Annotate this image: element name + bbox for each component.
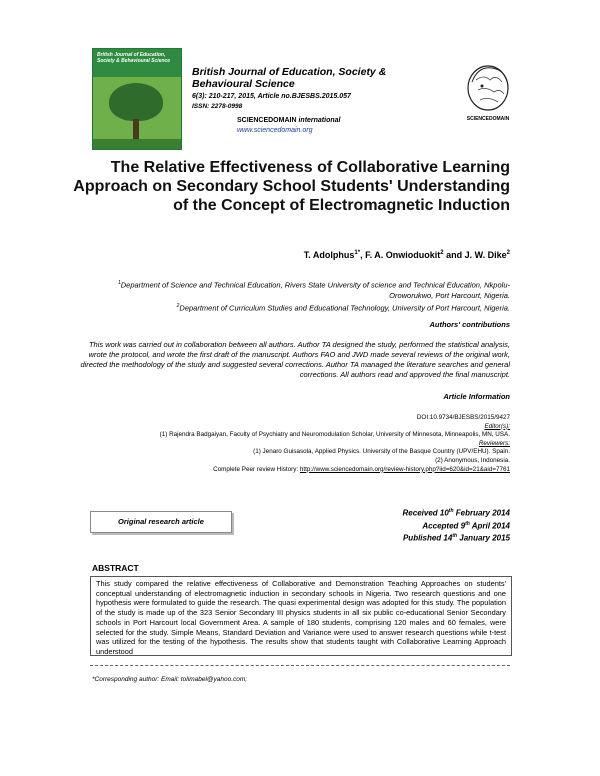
received-date [300, 506, 510, 519]
cover-ground [93, 139, 181, 149]
date-text: Accepted 9 [422, 521, 466, 531]
journal-cover-image [92, 48, 182, 150]
author-sup: 2 [506, 250, 510, 256]
publication-dates [300, 506, 510, 544]
corresponding-author-footnote: *Corresponding author: Email: tolimabel@yahoo.com; [92, 676, 248, 683]
abstract-text: This study compared the relative effectiveness of Collaborative and Demonstration Teaching Approaches on students' conceptual understanding of electromagnetic induction in secondary schools in Nigeria. Two research questions and one hypothesis were formulated to guide the research. The quasi experimental design was adopted for this study. The population of the study is made up of the 323 Senior Secondary III physics students in all six public co-educational Senior Secondary schools in Port Harcourt local Government Area. A sample of 180 students, comprising 120 males and 60 females, were selected for the study. Simple Means, Standard Deviation and Variance were used to answer research questions while t-test was utilized for the testing of the hypothesis. The results show that students taught with Collaborative Learning Approach understood [96, 579, 506, 656]
affiliations [88, 278, 510, 313]
doi: DOI:10.9734/BJESBS/2015/9427 [416, 414, 510, 421]
affiliation-sup: 1 [117, 280, 121, 286]
article-info-block [60, 414, 510, 474]
date-text: January 2015 [457, 533, 510, 543]
author-name: J. W. Dike [464, 250, 507, 260]
review-history-label: Complete Peer review History: [213, 465, 299, 473]
affiliation-sup: 2 [176, 302, 180, 309]
cover-title: British Journal of Education, Society & Behavioural Science [97, 52, 171, 64]
publisher-main: SCIENCEDOMAIN [237, 117, 297, 124]
reviewer-entry: (1) Jenaro Guisasola, Applied Physics. University of the Basque Country (UPV/EHU). Spain. [253, 448, 510, 456]
abstract-heading: ABSTRACT [92, 563, 139, 573]
logo-caption: SCIENCEDOMAIN [466, 116, 510, 122]
publisher-url[interactable]: www.sciencedomain.org [237, 127, 313, 134]
affiliation-text: Department of Science and Technical Education, Rivers State University of science and Technical Education, Nkpolu-Oroworukwo, Port Harcourt, Nigeria. [120, 280, 510, 300]
contributions-text: This work was carried out in collaboration between all authors. Author TA designed the study, performed the statistical analysis, wrote the protocol, and wrote the first draft of the manuscript. Authors FAO and JWD made several reviews of the original work, directed the methodology of the study and suggested several corrections. Author TA managed the literature searches and general corrections. All authors read and approved the final manuscript. [80, 340, 510, 379]
article-type-label: Original research article [118, 517, 204, 526]
affiliation-1 [88, 278, 510, 301]
editors-label: Editor(s): [484, 422, 510, 430]
date-text: Received 10 [402, 508, 449, 518]
date-sup: th [448, 508, 454, 514]
affiliation-text: Department of Curriculum Studies and Educational Technology, University of Port Harcourt, Nigeria. [179, 303, 510, 312]
affiliation-2 [88, 301, 510, 314]
reviewers-label: Reviewers: [478, 439, 510, 447]
publisher-name [237, 117, 340, 124]
date-sup: th [452, 533, 458, 540]
published-date [300, 531, 510, 544]
author-name: F. A. Onwioduokit [365, 250, 441, 260]
contributions-heading: Authors' contributions [429, 320, 510, 329]
accepted-date [300, 519, 510, 532]
date-text: February 2014 [453, 508, 510, 518]
cover-tree-trunk [133, 119, 139, 139]
article-type-box [90, 511, 232, 533]
editor-entry: (1) Rajendra Badgaiyan, Faculty of Psychiatry and Neuromodulation Scholar, University of Minnesota, Minneapolis, MN, USA. [159, 431, 510, 439]
author-sup: 1* [354, 250, 361, 256]
review-history [60, 466, 510, 475]
date-text: Published 14 [402, 533, 453, 543]
reviewer-entry: (2) Anonymous, Indonesia. [435, 456, 510, 464]
journal-issn: ISSN: 2278-0998 [192, 103, 243, 110]
author-list: T. Adolphus$^{1*}$, F. A. Onwioduokit$^2$ and J. W. Dike$^2$ [303, 250, 510, 260]
sciencedomain-logo [456, 60, 520, 124]
article-title: The Relative Effectiveness of Collaborative Learning Approach on Secondary School Students' Understanding of the Concept of Electromagnetic Induction [73, 159, 510, 214]
author-sup: 2 [440, 250, 444, 256]
review-history-link[interactable]: http://www.sciencedomain.org/review-history.php?iid=620&id=21&aid=7761 [299, 465, 510, 473]
publisher-suffix: international [298, 117, 341, 124]
cover-tree-illustration [109, 83, 163, 121]
date-text: April 2014 [469, 521, 510, 531]
footnote-divider [90, 665, 510, 666]
date-sup: th [465, 520, 470, 527]
article-info-heading: Article Information [443, 392, 510, 401]
author-name: T. Adolphus [303, 250, 355, 260]
journal-volume: 6(3): 210-217, 2015, Article no.BJESBS.2015.057 [192, 93, 351, 100]
journal-name: British Journal of Education, Society & Behavioural Science [192, 66, 387, 90]
